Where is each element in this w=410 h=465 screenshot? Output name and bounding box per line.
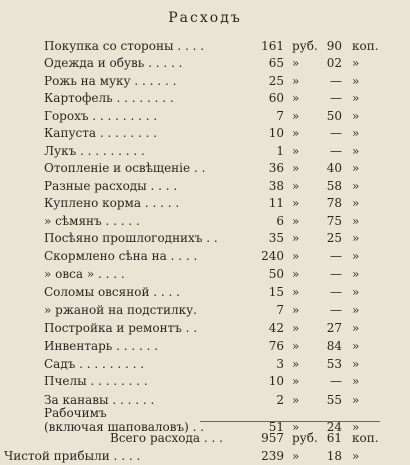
row-rub-unit: » xyxy=(292,179,300,193)
row-kop-value: — xyxy=(330,91,342,105)
total-row xyxy=(0,430,410,446)
row-kop-value: 84 xyxy=(326,339,342,353)
row-rub-value: 60 xyxy=(268,91,284,105)
profit-unit-kop: » xyxy=(352,449,360,463)
row-kop-value: — xyxy=(330,303,342,317)
row-rub-unit: » xyxy=(292,393,300,407)
row-rub-unit: » xyxy=(292,74,300,88)
row-kop-unit: » xyxy=(352,393,360,407)
total-rub: 957 xyxy=(261,431,284,445)
row-rub-value: 11 xyxy=(268,196,284,210)
row-kop-unit: » xyxy=(352,321,360,335)
row-kop-value: — xyxy=(330,285,342,299)
row-rub-unit: » xyxy=(292,56,300,70)
row-label: Горохъ . . . . . . . . . xyxy=(44,109,158,123)
row-label: Разные расходы . . . . xyxy=(44,179,178,193)
row-rub-unit: » xyxy=(292,303,300,317)
row-rub-unit: руб. xyxy=(292,39,318,53)
row-kop-value: — xyxy=(330,144,342,158)
row-label: Рожь на муку . . . . . . xyxy=(44,74,177,88)
table-row xyxy=(0,230,410,246)
row-kop-unit: » xyxy=(352,357,360,371)
row-rub-unit: » xyxy=(292,267,300,281)
row-rub-unit: » xyxy=(292,285,300,299)
row-kop-unit: » xyxy=(352,126,360,140)
row-kop-unit: » xyxy=(352,196,360,210)
profit-label: Чистой прибыли . . . . xyxy=(4,449,141,463)
row-kop-unit: » xyxy=(352,285,360,299)
table-row xyxy=(0,320,410,336)
row-kop-unit: » xyxy=(352,109,360,123)
table-row xyxy=(0,178,410,194)
row-rub-value: 35 xyxy=(268,231,284,245)
row-rub-unit: » xyxy=(292,249,300,263)
row-kop-unit: » xyxy=(352,179,360,193)
row-kop-unit: » xyxy=(352,56,360,70)
row-kop-value: — xyxy=(330,249,342,263)
total-unit-rub: руб. xyxy=(292,431,318,445)
row-rub-value: 161 xyxy=(261,39,284,53)
row-rub-value: 76 xyxy=(268,339,284,353)
row-rub-value: 51 xyxy=(268,420,284,434)
row-rub-value: 6 xyxy=(276,214,284,228)
total-unit-kop: коп. xyxy=(352,431,379,445)
table-row xyxy=(0,248,410,264)
row-kop-value: 24 xyxy=(326,420,342,434)
row-rub-unit: » xyxy=(292,374,300,388)
row-kop-unit: » xyxy=(352,267,360,281)
row-rub-unit: » xyxy=(292,161,300,175)
row-rub-value: 7 xyxy=(276,303,284,317)
row-rub-unit: » xyxy=(292,109,300,123)
row-kop-value: — xyxy=(330,267,342,281)
row-label: Покупка со стороны . . . . xyxy=(44,39,205,53)
row-label: Пчелы . . . . . . . . xyxy=(44,374,148,388)
row-label: Посѣяно прошлогоднихъ . . xyxy=(44,231,218,245)
table-row xyxy=(0,160,410,176)
row-rub-unit: » xyxy=(292,91,300,105)
row-kop-value: 25 xyxy=(326,231,342,245)
row-label: Инвентарь . . . . . . xyxy=(44,339,159,353)
row-label: » сѣмянъ . . . . . xyxy=(44,214,140,228)
row-label: » овса » . . . . xyxy=(44,267,125,281)
row-kop-unit: » xyxy=(352,231,360,245)
row-kop-unit: » xyxy=(352,420,360,434)
row-kop-value: 75 xyxy=(326,214,342,228)
row-rub-unit: » xyxy=(292,357,300,371)
row-kop-unit: » xyxy=(352,214,360,228)
row-kop-unit: » xyxy=(352,144,360,158)
row-kop-value: 27 xyxy=(326,321,342,335)
row-rub-value: 10 xyxy=(268,374,284,388)
row-label: Капуста . . . . . . . . xyxy=(44,126,158,140)
row-label: Картофель . . . . . . . . xyxy=(44,91,174,105)
row-label: Скормлено сѣна на . . . . xyxy=(44,249,198,263)
table-row xyxy=(0,356,410,372)
row-kop-unit: » xyxy=(352,303,360,317)
row-rub-value: 38 xyxy=(268,179,284,193)
table-row xyxy=(0,73,410,89)
row-kop-value: 58 xyxy=(326,179,342,193)
row-rub-value: 15 xyxy=(268,285,284,299)
table-row xyxy=(0,195,410,211)
row-kop-value: — xyxy=(330,374,342,388)
row-kop-value: 90 xyxy=(326,39,342,53)
profit-unit-rub: » xyxy=(292,449,300,463)
row-label: Лукъ . . . . . . . . . xyxy=(44,144,145,158)
row-kop-unit: » xyxy=(352,161,360,175)
table-row xyxy=(0,284,410,300)
row-kop-value: 40 xyxy=(326,161,342,175)
table-row xyxy=(0,266,410,282)
row-rub-value: 42 xyxy=(268,321,284,335)
row-rub-value: 1 xyxy=(276,144,284,158)
row-label: Постройка и ремонтъ . . xyxy=(44,321,198,335)
row-rub-unit: » xyxy=(292,196,300,210)
row-kop-unit: » xyxy=(352,74,360,88)
row-kop-unit: » xyxy=(352,339,360,353)
row-kop-unit: » xyxy=(352,374,360,388)
profit-row xyxy=(0,448,410,464)
row-rub-value: 240 xyxy=(261,249,284,263)
row-rub-value: 10 xyxy=(268,126,284,140)
table-row xyxy=(0,373,410,389)
row-rub-unit: » xyxy=(292,214,300,228)
row-label: Садъ . . . . . . . . . xyxy=(44,357,145,371)
table-row xyxy=(0,55,410,71)
table-row xyxy=(0,108,410,124)
row-kop-value: — xyxy=(330,126,342,140)
row-rub-unit: » xyxy=(292,339,300,353)
row-label: Рабочимъ xyxy=(44,406,107,420)
row-rub-value: 36 xyxy=(268,161,284,175)
row-rub-value: 3 xyxy=(276,357,284,371)
profit-rub: 239 xyxy=(261,449,284,463)
row-rub-value: 50 xyxy=(268,267,284,281)
row-rub-value: 25 xyxy=(268,74,284,88)
profit-kop: 18 xyxy=(326,449,342,463)
row-rub-unit: » xyxy=(292,126,300,140)
row-kop-value: 78 xyxy=(326,196,342,210)
row-kop-unit: » xyxy=(352,91,360,105)
row-kop-unit: » xyxy=(352,249,360,263)
row-rub-value: 65 xyxy=(268,56,284,70)
row-label: Соломы овсяной . . . . xyxy=(44,285,180,299)
row-label: За канавы . . . . . . xyxy=(44,393,155,407)
table-row xyxy=(0,338,410,354)
row-rub-value: 2 xyxy=(276,393,284,407)
total-label: Всего расхода . . . xyxy=(110,431,223,445)
row-kop-value: 53 xyxy=(326,357,342,371)
table-row xyxy=(0,302,410,318)
table-row xyxy=(0,125,410,141)
row-rub-unit: » xyxy=(292,144,300,158)
section-title: Расходъ xyxy=(168,10,242,26)
row-kop-unit: коп. xyxy=(352,39,379,53)
row-kop-value: 02 xyxy=(326,56,342,70)
row-rub-unit: » xyxy=(292,420,300,434)
total-kop: 61 xyxy=(326,431,342,445)
table-row xyxy=(0,90,410,106)
row-label: Отопленіе и освѣщеніе . . xyxy=(44,161,206,175)
total-rule xyxy=(200,421,380,422)
row-kop-value: 50 xyxy=(326,109,342,123)
table-row xyxy=(0,213,410,229)
row-label: (включая шаповаловъ) . . xyxy=(44,420,205,434)
row-rub-value: 7 xyxy=(276,109,284,123)
table-row xyxy=(0,143,410,159)
row-kop-value: — xyxy=(330,74,342,88)
row-kop-value: 55 xyxy=(326,393,342,407)
row-rub-unit: » xyxy=(292,231,300,245)
row-label: Одежда и обувь . . . . . xyxy=(44,56,183,70)
row-label: Куплено корма . . . . . xyxy=(44,196,180,210)
row-rub-unit: » xyxy=(292,321,300,335)
row-label: » ржаной на подстилку. xyxy=(44,303,197,317)
table-row xyxy=(0,38,410,54)
